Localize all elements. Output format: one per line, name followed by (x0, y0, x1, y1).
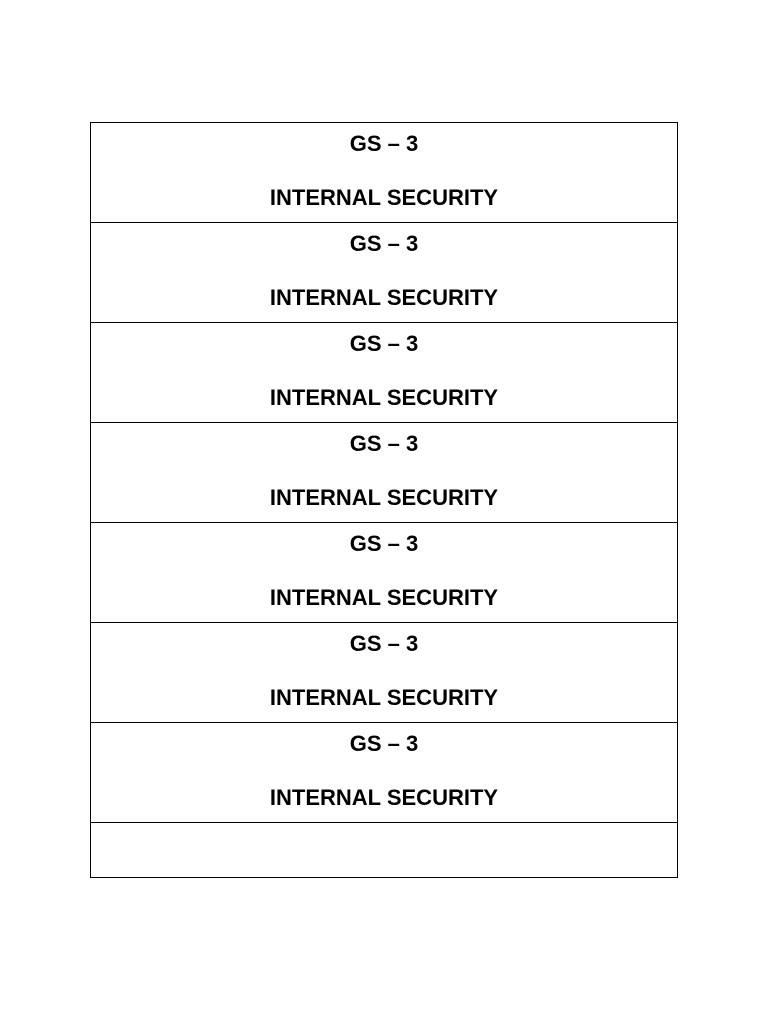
label-cell (91, 523, 678, 623)
label-row (91, 723, 678, 823)
label-row (91, 123, 678, 223)
subject-title: INTERNAL SECURITY (269, 585, 499, 610)
paper-code: GS – 3 (349, 531, 419, 556)
paper-code: GS – 3 (349, 331, 419, 356)
subject-title: INTERNAL SECURITY (269, 385, 499, 410)
label-cell (91, 223, 678, 323)
paper-code: GS – 3 (349, 231, 419, 256)
labels-table (90, 122, 678, 878)
label-row (91, 323, 678, 423)
subject-title: INTERNAL SECURITY (269, 685, 499, 710)
subject-title: INTERNAL SECURITY (269, 785, 499, 810)
paper-code: GS – 3 (349, 631, 419, 656)
label-cell (91, 623, 678, 723)
subject-title: INTERNAL SECURITY (269, 485, 499, 510)
label-row (91, 223, 678, 323)
subject-title: INTERNAL SECURITY (269, 185, 499, 210)
paper-code: GS – 3 (349, 431, 419, 456)
label-cell (91, 123, 678, 223)
label-cell (91, 723, 678, 823)
label-cell (91, 423, 678, 523)
empty-cell (91, 823, 678, 878)
subject-title: INTERNAL SECURITY (269, 285, 499, 310)
label-cell (91, 323, 678, 423)
label-row (91, 623, 678, 723)
paper-code: GS – 3 (349, 131, 419, 156)
empty-row (91, 823, 678, 878)
labels-table-body (91, 123, 678, 878)
paper-code: GS – 3 (349, 731, 419, 756)
label-row (91, 523, 678, 623)
label-row (91, 423, 678, 523)
